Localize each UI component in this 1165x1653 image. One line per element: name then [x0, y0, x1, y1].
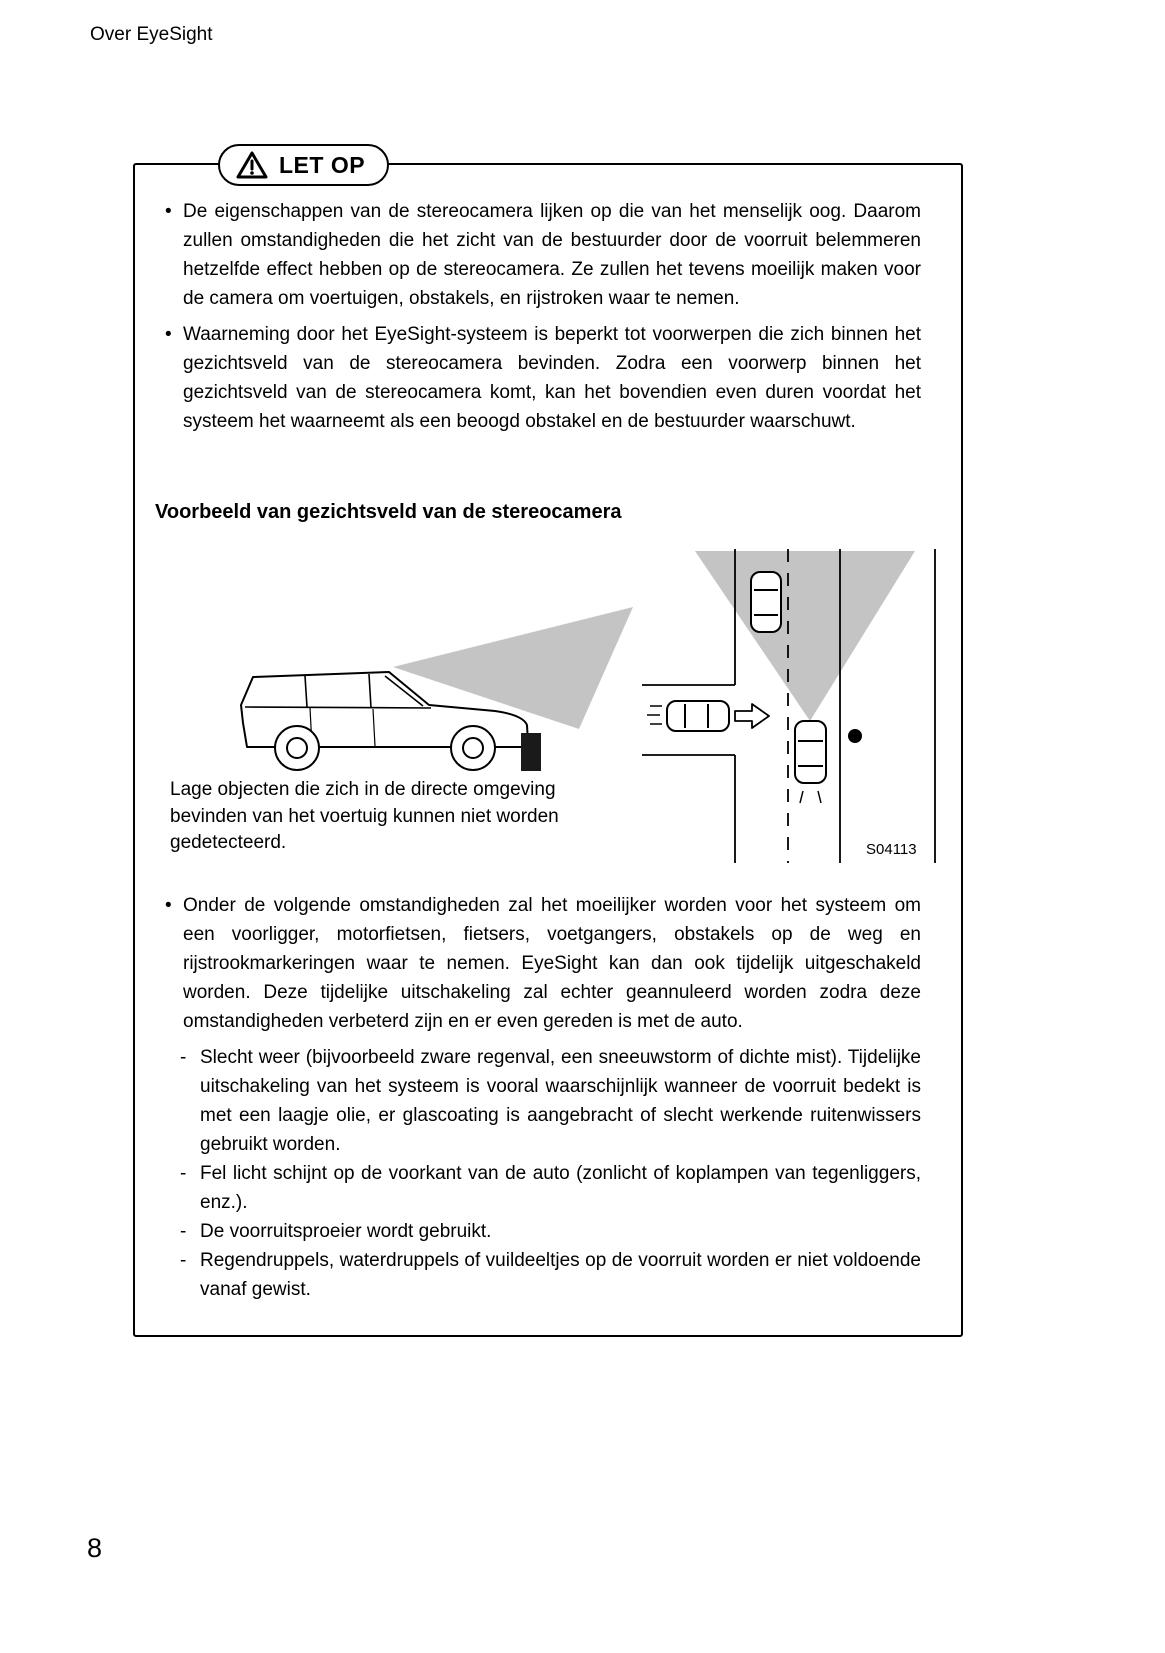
low-obstacle — [521, 733, 541, 771]
intersection-scene — [642, 549, 935, 863]
conditions-bullet-list — [163, 891, 921, 1036]
figure-heading: Voorbeeld van gezichtsveld van de stereocamera — [155, 501, 622, 523]
condition-item: - Slecht weer (bijvoorbeeld zware regenval, een sneeuwstorm of dichte mist). Tijdelijke uitschakeling van het systeem is vooral waarschijnlijk wanneer de voorruit bedekt is met een laagje olie, er glascoating is aangebracht of slecht werkende ruitenwissers gebruikt worden. — [180, 1043, 921, 1159]
condition-item: - De voorruitsproeier wordt gebruikt. — [180, 1217, 921, 1246]
page-header: Over EyeSight — [90, 24, 213, 45]
warning-icon — [235, 150, 269, 180]
crossing-car — [647, 701, 729, 731]
pedestrian-dot — [848, 729, 862, 743]
caution-label: LET OP — [279, 151, 366, 178]
direction-arrow — [735, 704, 769, 728]
conditions-item-list — [180, 1043, 921, 1304]
subject-car — [795, 721, 826, 803]
oncoming-car — [751, 572, 781, 632]
field-of-view-fan — [695, 551, 915, 721]
caution-bullet-list — [163, 197, 921, 443]
figure-caption: Lage objecten die zich in de directe omgeving bevinden van het voertuig kunnen niet worden gedetecteerd. — [170, 779, 559, 853]
condition-item: - Regendruppels, waterdruppels of vuildeeltjes op de voorruit worden er niet voldoende vanaf gewist. — [180, 1246, 921, 1304]
figure-code: S04113 — [866, 841, 917, 858]
caution-box — [133, 151, 963, 1337]
condition-item: - Fel licht schijnt op de voorkant van de auto (zonlicht of koplampen van tegenliggers, enz.). — [180, 1159, 921, 1217]
conditions-section — [163, 891, 921, 1304]
caution-bullet: • De eigenschappen van de stereocamera lijken op die van het menselijk oog. Daarom zullen omstandigheden die het zicht van de bestuurder door de voorruit belemmeren hetzelfde effect hebben op de stereocamera. Ze zullen het tevens moeilijk maken voor de camera om voertuigen, obstakels, en rijstroken waar te nemen. — [163, 197, 921, 313]
conditions-intro: • Onder de volgende omstandigheden zal het moeilijker worden voor het systeem om een voorligger, motorfietsen, fietsers, voetgangers, obstakels op de weg en rijstrookmarkeringen waar te nemen. EyeSight kan dan ook tijdelijk uitgeschakeld worden. Deze tijdelijke uitschakeling zal echter geannuleerd worden zodra deze omstandigheden verbeterd zijn en er even gereden is met de auto. — [163, 891, 921, 1036]
caution-badge — [218, 144, 389, 186]
caution-bullet: • Waarneming door het EyeSight-systeem is beperkt tot voorwerpen die zich binnen het gezichtsveld van de stereocamera bevinden. Zodra een voorwerp binnen het gezichtsveld van de stereocamera komt, kan het bovendien even duren voordat het systeem het waarneemt als een beoogd obstakel en de bestuurder waarschuwt. — [163, 320, 921, 436]
page-number: 8 — [87, 1533, 103, 1563]
